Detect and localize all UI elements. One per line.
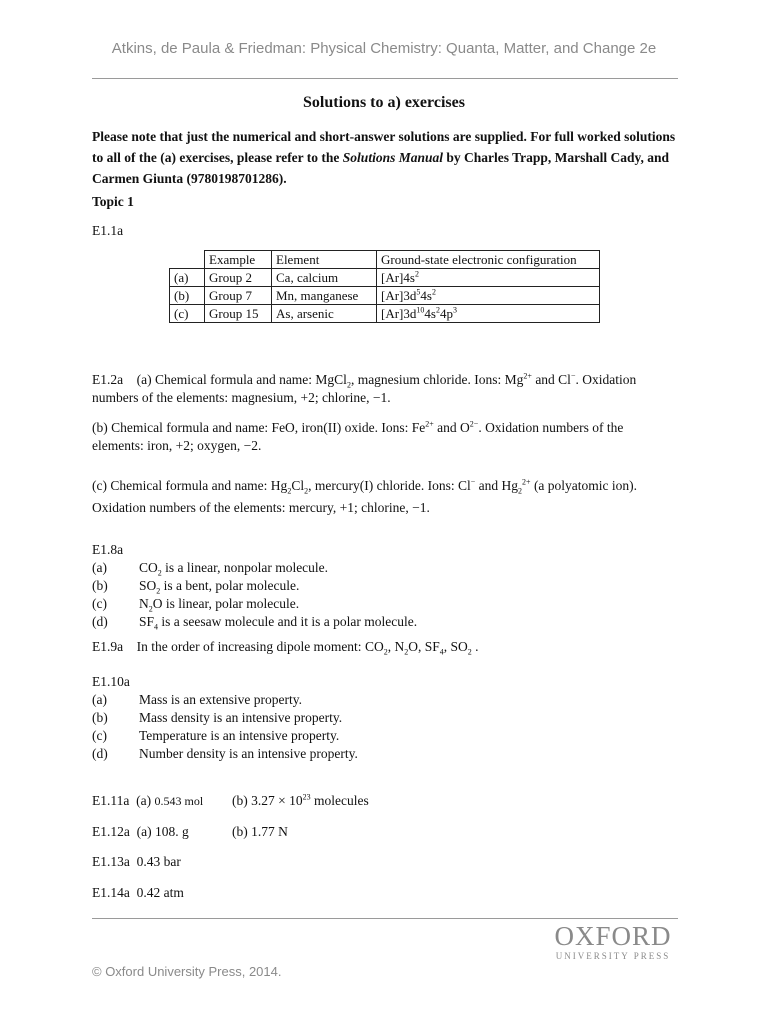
list-item: (a) Mass is an extensive property.: [92, 692, 302, 707]
config-cell: $[Ar]3d^54s^2$: [377, 287, 600, 305]
table-cell: Group 7: [205, 287, 272, 305]
list-item: (d) Number density is an intensive property.: [92, 746, 358, 761]
oxford-logo: OXFORD UNIVERSITY PRESS: [554, 921, 672, 961]
note-manual-title: Solutions Manual: [342, 150, 443, 165]
list-item: (a) $CO_2$ is a linear, nonpolar molecule.: [92, 560, 329, 578]
config-cell: $[Ar]3d^{10}4s^24p^3$: [377, 305, 600, 323]
e1-12a-label: E1.12a: [92, 824, 130, 839]
e1-2a-label: E1.2a: [92, 372, 124, 387]
table-cell: Ca, calcium: [272, 269, 377, 287]
intro-note: [92, 126, 682, 189]
table-row: [170, 269, 600, 287]
table-row: [170, 305, 600, 323]
table-header-cell: [170, 251, 205, 269]
page-title: Solutions to a) exercises: [303, 94, 465, 111]
copyright-footer: © Oxford University Press, 2014.: [92, 964, 282, 979]
list-item: (b) Mass density is an intensive property.: [92, 710, 343, 725]
topic-heading: Topic 1: [92, 194, 134, 209]
e1-1a-label: E1.1a: [92, 223, 124, 238]
e1-12a-line: E1.12a (a) 108. g (b) 1.77 N: [92, 824, 288, 839]
e1-8a-label: E1.8a: [92, 542, 124, 557]
table-cell: Mn, manganese: [272, 287, 377, 305]
list-item: (c) Temperature is an intensive property.: [92, 728, 340, 743]
e1-2a-part-c: (c) Chemical formula and name: $Hg_2Cl_2$, mercury(I) chloride. Ions: Cl− and $Hg_2^{2+}$ (a polyatomic ion). Oxidation numbers of the elements: mercury, +1; chlorine, −1.: [92, 477, 638, 515]
e1-2a-part-b: (b) Chemical formula and name: FeO, iron(II) oxide. Ions: $Fe^{2+}$ and $O^{2-}$. Oxidation numbers of the elements: iron, +2; oxygen, −2.: [92, 419, 624, 453]
e1-13a-line: E1.13a 0.43 bar: [92, 854, 181, 869]
e1-8a-block: [92, 541, 682, 631]
table-cell: (b): [170, 287, 205, 305]
running-header: Atkins, de Paula & Friedman: Physical Chemistry: Quanta, Matter, and Change 2e: [111, 40, 657, 57]
header-rule: [92, 78, 678, 79]
table-row: [170, 287, 600, 305]
table-cell: (a): [170, 269, 205, 287]
e1-11a-line: E1.11a (a) 0.543 mol (b) $3.27 \times 10^{23}$ molecules: [92, 792, 369, 808]
table-cell: Group 15: [205, 305, 272, 323]
table-header-cell: Element: [272, 251, 377, 269]
e1-2a-c-line2: Oxidation numbers of the elements: mercury, +1; chlorine, −1.: [92, 500, 430, 515]
electron-config-table: [169, 250, 600, 323]
e1-10a-block: [92, 673, 682, 763]
table-cell: (c): [170, 305, 205, 323]
e1-14a-line: E1.14a 0.42 atm: [92, 885, 184, 900]
e1-2a-a-line2: numbers of the elements: magnesium, +2; chlorine, −1.: [92, 390, 391, 405]
note-part1: Please note that just the numerical and short-answer solutions are supplied. For full worked solutions to all of the (a) exercises, please refer to the: [92, 129, 676, 165]
list-item: (d) $SF_4$ is a seesaw molecule and it is a polar molecule.: [92, 614, 418, 632]
e1-2a-b-line2: elements: iron, +2; oxygen, −2.: [92, 438, 262, 453]
e1-11a-label: E1.11a: [92, 793, 130, 808]
e1-9a-line: E1.9a In the order of increasing dipole moment: $CO_2$, $N_2O$, $SF_4$, $SO_2$ .: [92, 639, 479, 657]
e1-13a-label: E1.13a: [92, 854, 130, 869]
list-item: (b) $SO_2$ is a bent, polar molecule.: [92, 578, 300, 596]
table-cell: As, arsenic: [272, 305, 377, 323]
table-cell: Group 2: [205, 269, 272, 287]
e1-2a-part-a: E1.2a (a) Chemical formula and name: MgCl$_2$, magnesium chloride. Ions: $Mg^{2+}$ and Cl−. Oxidation numbers of the elements: magnesium, +2; chlorine, −1.: [92, 371, 637, 405]
config-cell: $[Ar]4s^2$: [377, 269, 600, 287]
e1-9a-text: In the order of increasing dipole moment:: [136, 639, 362, 654]
e1-10a-label: E1.10a: [92, 674, 130, 689]
table-header-cell: Ground-state electronic configuration: [377, 251, 600, 269]
footer-rule: [92, 918, 678, 919]
table-header-cell: Example: [205, 251, 272, 269]
note-part2: by Charles Trapp, Marshall Cady, and Carmen Giunta (9780198701286).: [92, 150, 670, 186]
list-item: (c) $N_2O$ is linear, polar molecule.: [92, 596, 300, 614]
table-header-row: [170, 251, 600, 269]
e1-14a-label: E1.14a: [92, 885, 130, 900]
e1-9a-label: E1.9a: [92, 639, 124, 654]
